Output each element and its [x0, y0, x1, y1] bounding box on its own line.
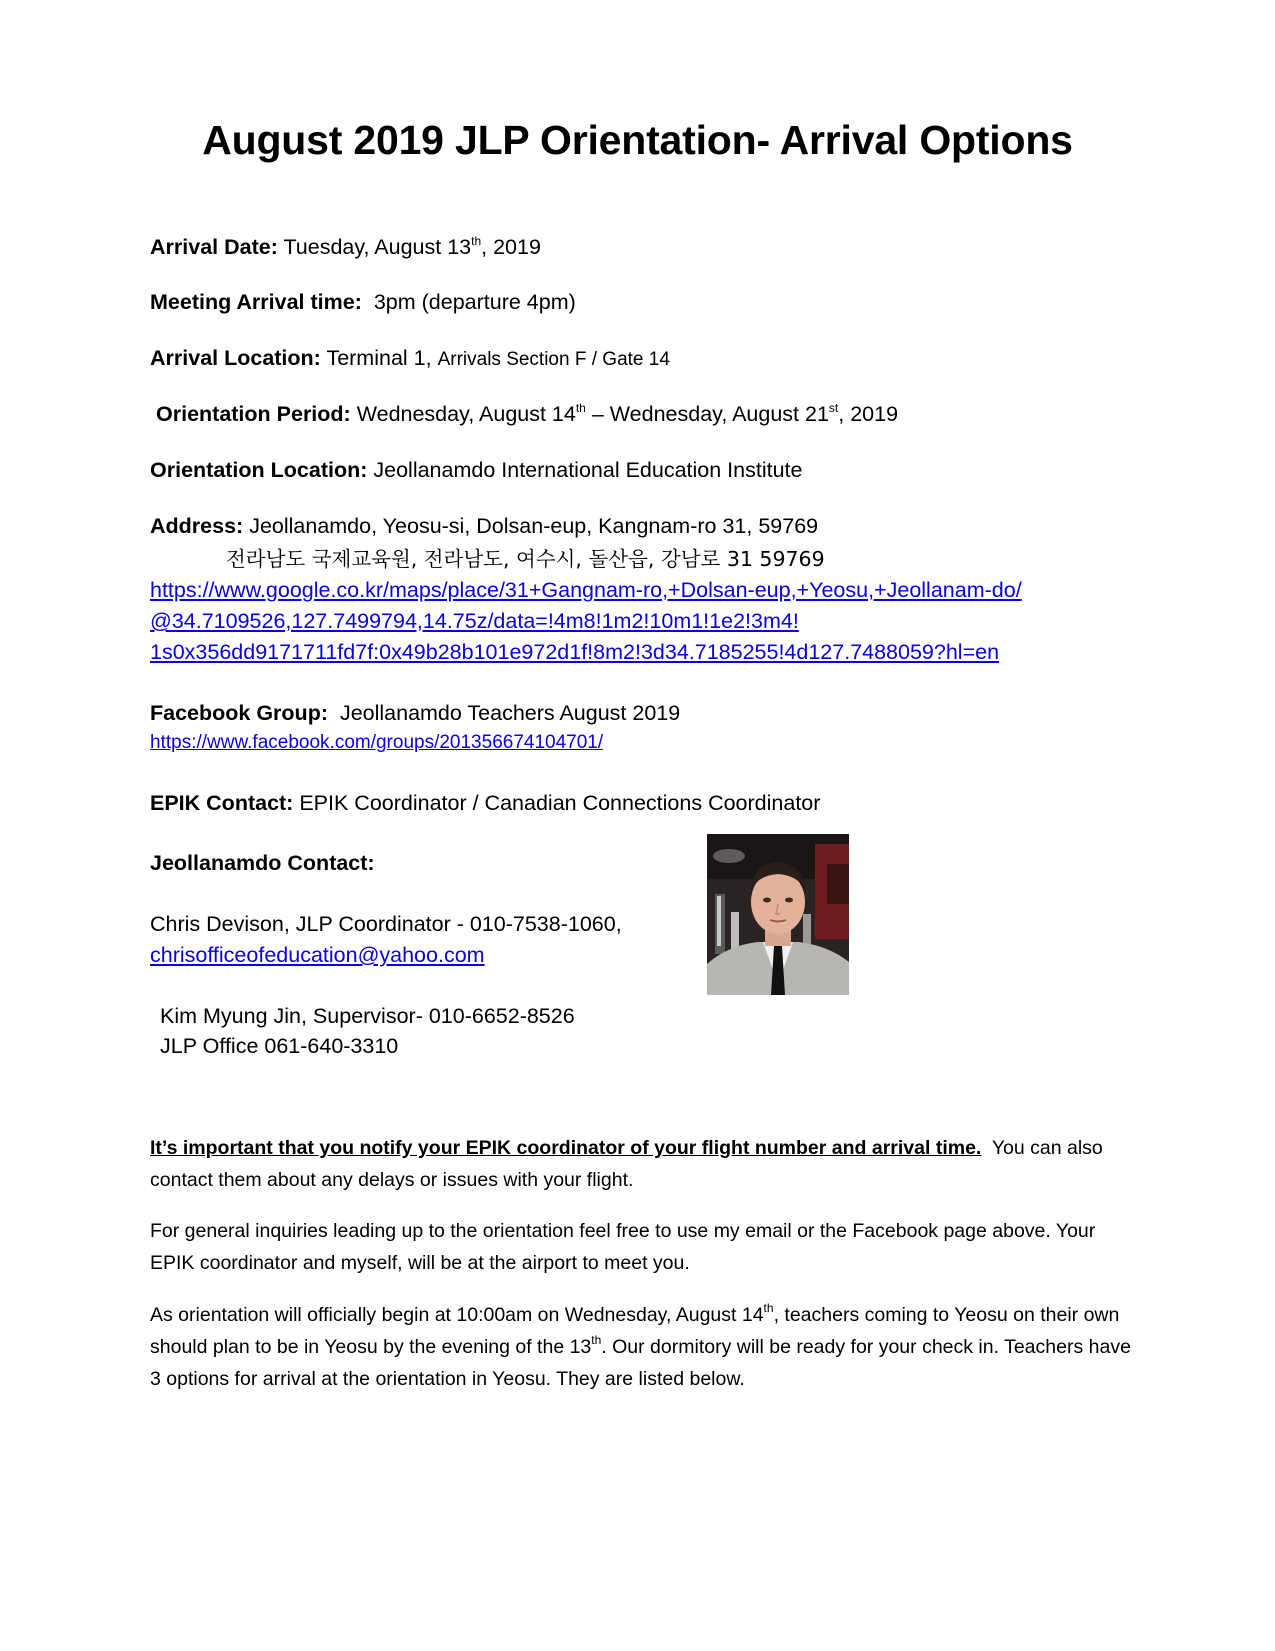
arrival-location-label: Arrival Location:: [150, 346, 321, 370]
orientation-period-sup1: th: [575, 401, 586, 415]
orientation-period-label: Orientation Period:: [156, 402, 351, 426]
epik-contact-line: [150, 789, 1130, 817]
page-title: August 2019 JLP Orientation- Arrival Options: [202, 117, 1073, 163]
meeting-time-line: [150, 288, 1130, 316]
coordinator-photo: [707, 834, 849, 995]
orientation-location-label: Orientation Location:: [150, 458, 368, 482]
orientation-location-value: Jeollanamdo International Education Institute: [373, 458, 803, 482]
orientation-start-sup1: th: [763, 1301, 774, 1315]
facebook-url-line: [150, 730, 1130, 757]
epik-contact-label: EPIK Contact:: [150, 791, 294, 815]
notify-important: It’s important that you notify your EPIK coordinator of your flight number and arrival time.: [150, 1137, 982, 1159]
meeting-time-value: 3pm (departure 4pm): [373, 290, 576, 314]
map-url-line-1[interactable]: https://www.google.co.kr/maps/place/31+Gangnam-ro,+Dolsan-eup,+Yeosu,+Jeollanam-do/: [150, 578, 1022, 602]
address-value: Jeollanamdo, Yeosu-si, Dolsan-eup, Kangnam-ro 31, 59769: [249, 514, 819, 538]
notify-paragraph: [150, 1132, 1140, 1196]
arrival-date-label: Arrival Date:: [150, 235, 278, 259]
facebook-label: Facebook Group:: [150, 701, 328, 725]
orientation-period-year: , 2019: [838, 402, 899, 426]
facebook-line: [150, 699, 1130, 727]
map-link[interactable]: [150, 575, 1130, 668]
arrival-date-year: , 2019: [481, 235, 541, 259]
arrival-date-line: [150, 233, 1130, 261]
chris-contact: Chris Devison, JLP Coordinator - 010-7538-1060,: [150, 912, 622, 936]
meeting-time-label: Meeting Arrival time:: [150, 290, 362, 314]
address-korean: 전라남도 국제교육원, 전라남도, 여수시, 돌산읍, 강남로 31 59769: [226, 547, 825, 571]
orientation-period-line: [156, 400, 1136, 428]
jeollanamdo-contact-label: Jeollanamdo Contact:: [150, 851, 375, 875]
inquiries-paragraph: [150, 1215, 1140, 1279]
arrival-date-sup: th: [471, 234, 482, 248]
orientation-start-a: As orientation will officially begin at 10:00am on Wednesday, August 14: [150, 1304, 764, 1326]
arrival-location-detail: Arrivals Section F / Gate 14: [437, 349, 670, 370]
address-label: Address:: [150, 514, 244, 538]
coordinator-portrait: [707, 834, 849, 995]
orientation-start-b: , teachers coming to Yeosu on their own should plan to be in Yeosu by the evening of the 13: [150, 1304, 1120, 1358]
orientation-period-sup2: st: [828, 401, 839, 415]
orientation-start-paragraph: [150, 1299, 1140, 1395]
address-line: [150, 512, 1130, 540]
facebook-value: Jeollanamdo Teachers August 2019: [339, 701, 681, 725]
orientation-location-line: [150, 456, 1130, 484]
chris-email-link[interactable]: chrisofficeofeducation@yahoo.com: [150, 943, 485, 967]
orientation-start-sup2: th: [591, 1333, 602, 1347]
orientation-period-end: – Wednesday, August 21: [585, 402, 829, 426]
arrival-date-value: Tuesday, August 13: [283, 235, 472, 259]
map-url-line-2[interactable]: @34.7109526,127.7499794,14.75z/data=!4m8!1m2!10m1!1e2!3m4!: [150, 609, 799, 633]
notify-rest: You can also contact them about any delays or issues with your flight.: [150, 1137, 1103, 1191]
jlp-office-contact: JLP Office 061-640-3310: [160, 1034, 399, 1058]
epik-contact-value: EPIK Coordinator / Canadian Connections Coordinator: [299, 791, 821, 815]
arrival-location-line: [150, 344, 1130, 374]
arrival-location-value: Terminal 1,: [326, 346, 432, 370]
map-url-line-3[interactable]: 1s0x356dd9171711fd7f:0x49b28b101e972d1f!8m2!3d34.7185255!4d127.7488059?hl=en: [150, 640, 1000, 664]
facebook-url[interactable]: https://www.facebook.com/groups/201356674104701/: [150, 732, 604, 753]
chris-email-line: [150, 941, 1130, 969]
orientation-start-c: . Our dormitory will be ready for your check in. Teachers have 3 options for arrival at the orientation in Yeosu. They are listed below.: [150, 1336, 1131, 1390]
orientation-period-start: Wednesday, August 14: [356, 402, 576, 426]
inquiries-text: For general inquiries leading up to the orientation feel free to use my email or the Facebook page above. Your EPIK coordinator and myself, will be at the airport to meet you.: [150, 1220, 1096, 1274]
kim-contact: Kim Myung Jin, Supervisor- 010-6652-8526: [160, 1004, 575, 1028]
